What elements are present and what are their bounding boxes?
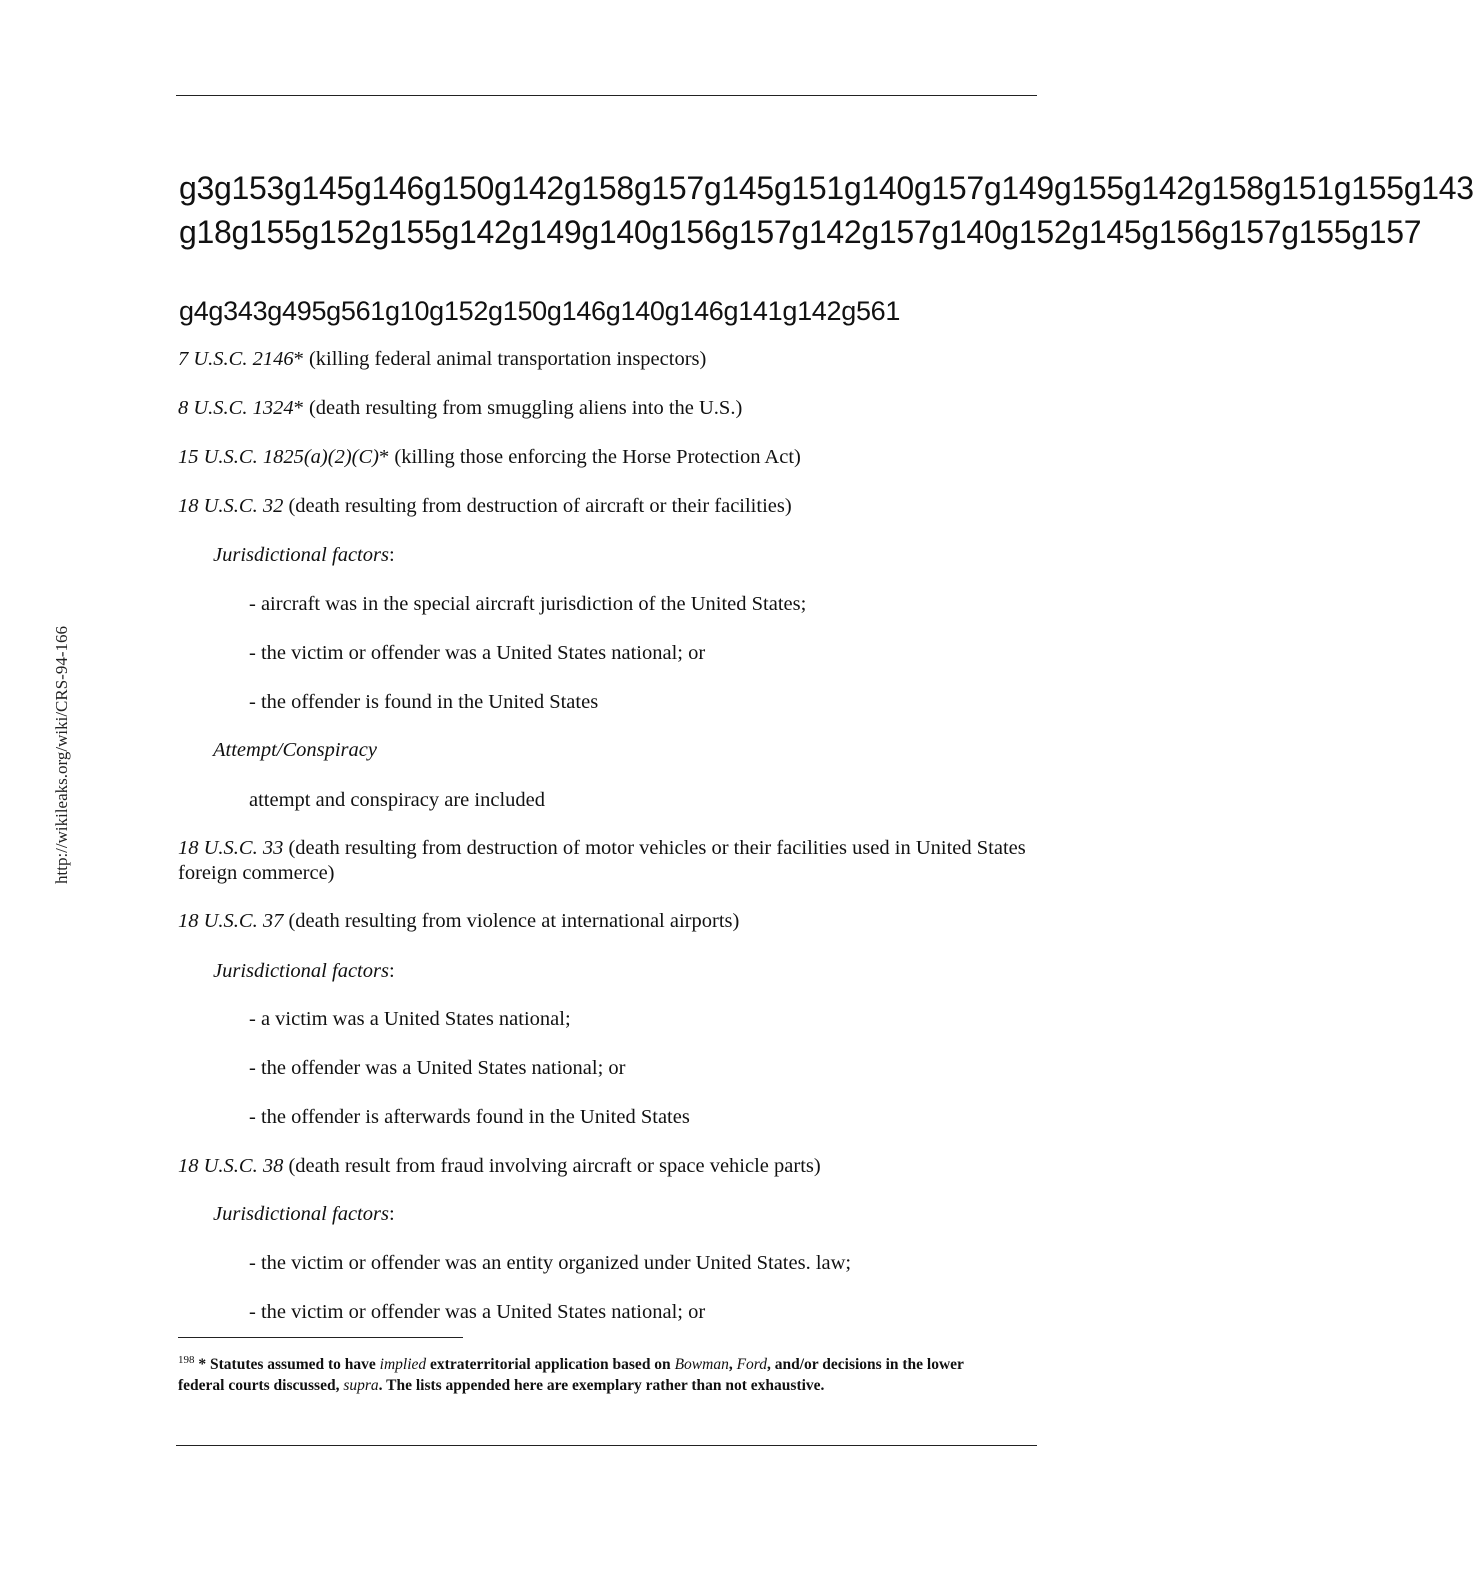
factor-item: - the offender is found in the United States: [249, 691, 599, 713]
garbled-heading-line-1: g3g153g145g146g150g142g158g157g145g151g140g157g149g155g142g158g151g155g143: [179, 170, 1474, 206]
statute-description: * (death resulting from smuggling aliens into the U.S.): [293, 397, 743, 419]
statute-citation: 15 U.S.C. 1825(a)(2)(C): [178, 446, 379, 468]
factor-item: - aircraft was in the special aircraft jurisdiction of the United States;: [249, 593, 807, 615]
factor-item: - the offender was a United States national; or: [249, 1057, 626, 1079]
factor-item: - the victim or offender was a United States national; or: [249, 1301, 706, 1323]
statute-entry: [178, 494, 792, 519]
jurisdictional-factors-label: Jurisdictional factors:: [213, 1203, 395, 1225]
statute-entry: [178, 1154, 821, 1179]
statute-description: * (killing those enforcing the Horse Protection Act): [379, 446, 801, 468]
statute-entry: [178, 445, 801, 470]
statute-citation: 7 U.S.C. 2146: [178, 348, 294, 370]
side-url-watermark: http://wikileaks.org/wiki/CRS-94-166: [52, 626, 71, 884]
statute-description: (death result from fraud involving aircraft or space vehicle parts): [283, 1155, 821, 1177]
factor-item: - the victim or offender was a United States national; or: [249, 642, 706, 664]
statute-description: * (killing federal animal transportation inspectors): [293, 348, 707, 370]
attempt-conspiracy-text: attempt and conspiracy are included: [249, 789, 545, 811]
footnote-separator: [178, 1337, 463, 1338]
statute-description: (death resulting from violence at international airports): [283, 910, 740, 932]
factor-item: - a victim was a United States national;: [249, 1008, 571, 1030]
jurisdictional-factors-label: Jurisdictional factors:: [213, 544, 395, 566]
statute-entry: [178, 347, 706, 372]
statute-description: (death resulting from destruction of motor vehicles or their facilities used in United States foreign commerce): [178, 837, 1026, 884]
statute-entry: [178, 396, 742, 421]
statute-citation: 18 U.S.C. 33: [178, 837, 284, 859]
factor-item: - the offender is afterwards found in the United States: [249, 1106, 690, 1128]
statute-description: (death resulting from destruction of aircraft or their facilities): [283, 495, 792, 517]
factor-item: - the victim or offender was an entity organized under United States. law;: [249, 1252, 852, 1274]
statute-citation: 8 U.S.C. 1324: [178, 397, 294, 419]
footnote-number: 198: [178, 1354, 195, 1366]
statute-entry: [178, 909, 739, 934]
garbled-subheading: g4g343g495g561g10g152g150g146g140g146g141g142g561: [179, 296, 901, 326]
statute-citation: 18 U.S.C. 32: [178, 495, 284, 517]
jurisdictional-factors-label: Jurisdictional factors:: [213, 960, 395, 982]
statute-citation: 18 U.S.C. 38: [178, 1155, 284, 1177]
garbled-heading-line-2: g18g155g152g155g142g149g140g156g157g142g157g140g152g145g156g157g155g157: [179, 214, 1422, 250]
statute-entry: [178, 836, 1028, 886]
attempt-conspiracy-label: Attempt/Conspiracy: [213, 739, 377, 761]
footer-rule: [176, 1445, 1037, 1446]
statute-citation: 18 U.S.C. 37: [178, 910, 284, 932]
footnote: $^{198}$ * Statutes assumed to have implied extraterritorial application based on Bowman, Ford, and/or decisions in the lower federal courts discussed, supra. The lists appended here are exemplary rather than not exhaustive.: [178, 1354, 964, 1394]
header-rule: [176, 95, 1037, 96]
